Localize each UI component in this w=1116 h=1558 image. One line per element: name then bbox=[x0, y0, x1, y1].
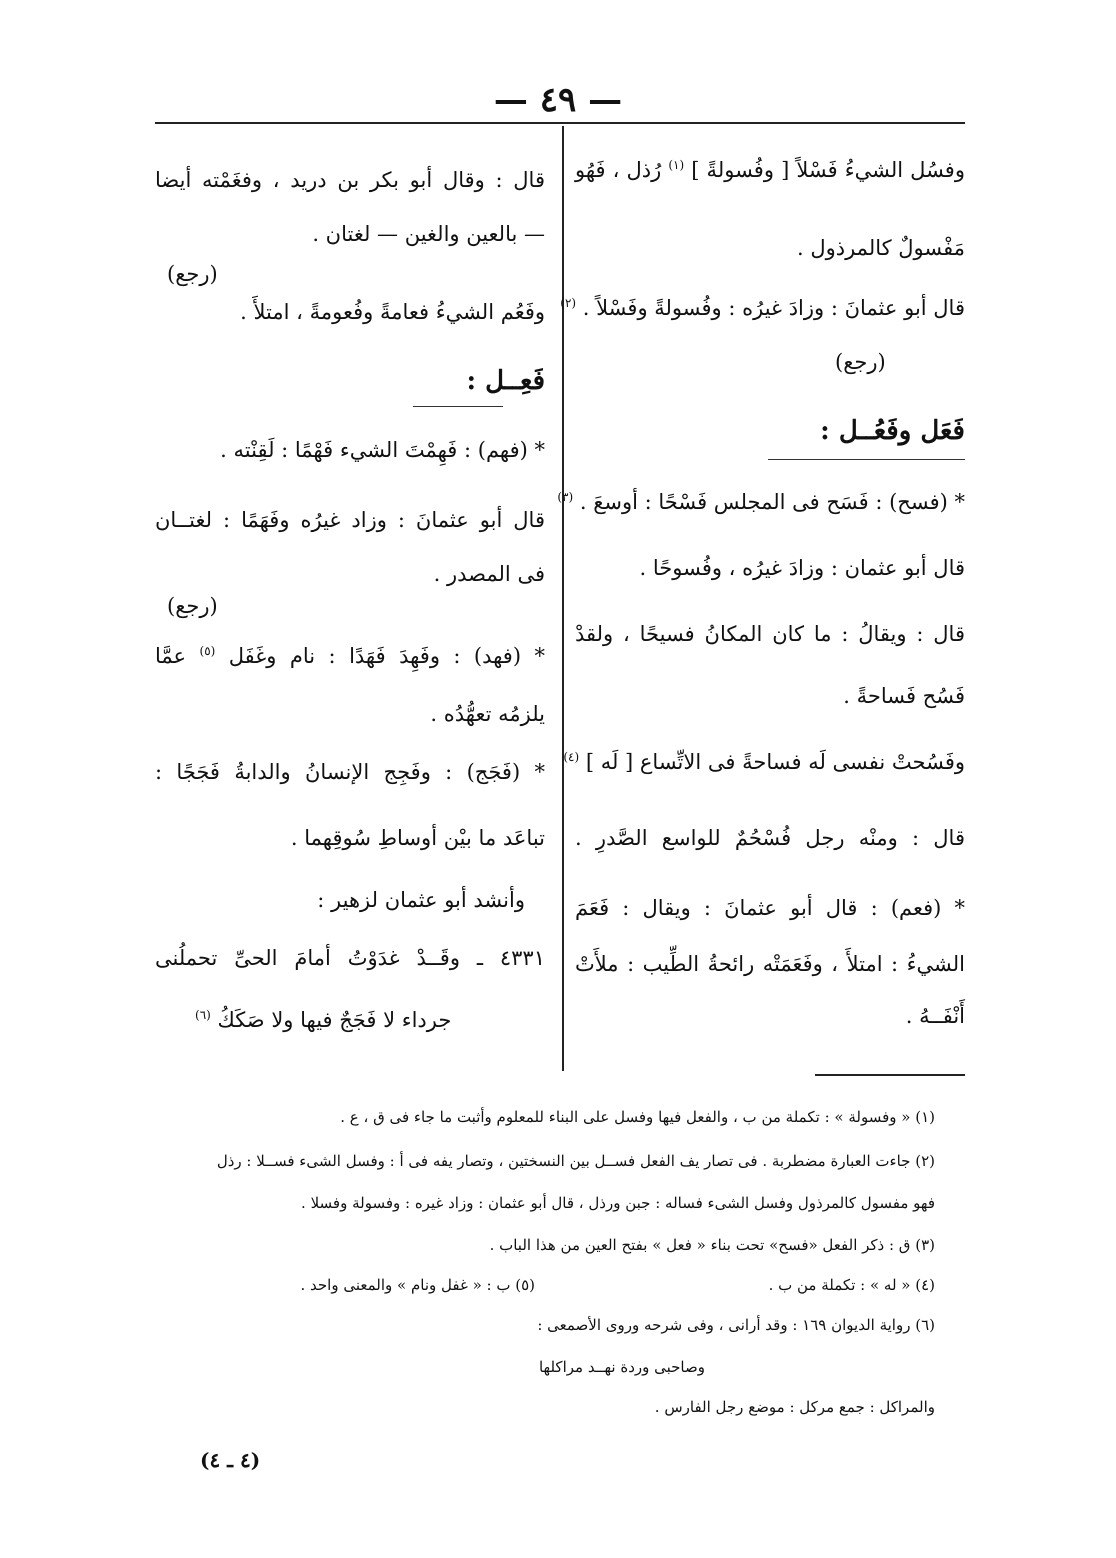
right-heading: فَعَل وفَعُــل : bbox=[820, 416, 965, 446]
footnote-2a: (٢) جاءت العبارة مضطربة . فى تصار يف الفعل فســل بين النسختين ، وتصار يفه فى أ : وفسل الشىء فســلا : رذل bbox=[216, 1152, 935, 1170]
verse-line-2: جرداء لا فَجَجٌ فيها ولا صَكَكُ $^{(٦)}$ bbox=[195, 1008, 452, 1032]
left-line-4: وفَعُم الشيءُ فعامةً وفُعومةً ، امتلأَ . bbox=[240, 300, 545, 324]
page-number: — ٤٩ — bbox=[493, 80, 623, 120]
left-line-10: يلزمُه تعهُّدُه . bbox=[430, 702, 545, 726]
left-line-6: قال أبو عثمانَ : وزاد غيرُه وفَهَمًا : لغتــان bbox=[155, 508, 545, 532]
header-rule bbox=[155, 122, 965, 124]
right-return-marker: (رجع) bbox=[835, 350, 886, 374]
column-divider bbox=[562, 126, 564, 1071]
left-line-11: * (فَجَج) : وفَجِج الإنسانُ والدابةُ فَجَجًا : bbox=[155, 760, 545, 784]
footnote-2b: فهو مفسول كالمرذول وفسل الشىء فساله : جبن ورذل ، قال أبو عثمان : وزاد غيره : وفسولة وفسلا . bbox=[301, 1194, 935, 1212]
left-line-9: * (فهد) : وفَهِدَ فَهَدًا : نام وغَفَل $^{(٥)}$ عمَّا bbox=[155, 644, 545, 668]
footnote-6: (٦) رواية الديوان ١٦٩ : وقد أرانى ، وفى شرحه وروى الأصمعى : bbox=[537, 1316, 935, 1334]
left-return-marker-2: (رجع) bbox=[167, 594, 218, 618]
right-line-7: قال : ويقالُ : ما كان المكانُ فسيحًا ، ولقدْ bbox=[575, 622, 965, 646]
right-line-5: * (فسح) : فَسَح فى المجلس فَسْحًا : أوسعَ . $^{(٣)}$ bbox=[557, 490, 965, 514]
footnote-6-verse: وصاحبى وردة نهــد مراكلها bbox=[538, 1358, 705, 1376]
right-line-6: قال أبو عثمان : وزادَ غيرُه ، وفُسوحًا . bbox=[639, 556, 965, 580]
right-line-8: فَسُح فَساحةً . bbox=[843, 684, 965, 708]
footnote-rule bbox=[815, 1074, 965, 1076]
right-line-9: وفَسُحتْ نفسى لَه فساحةً فى الاتِّساع [ لَه ] $^{(٤)}$ bbox=[563, 750, 965, 774]
footnote-4: (٤) « له » : تكملة من ب . bbox=[768, 1276, 935, 1294]
left-line-7: فى المصدر . bbox=[433, 562, 545, 586]
footnote-5: (٥) ب : « غفل ونام » والمعنى واحد . bbox=[300, 1276, 535, 1294]
right-line-12: الشيءُ : امتلأَ ، وفَعَمَتْه رائحةُ الطِّيب : ملأَتْ bbox=[575, 952, 965, 976]
right-heading-underline bbox=[768, 459, 965, 460]
right-line-13: أَنْفَــهُ . bbox=[905, 1004, 965, 1028]
footnote-ref-4: (٤) bbox=[563, 750, 580, 764]
right-line-2: مَفْسولٌ كالمرذول . bbox=[796, 236, 965, 260]
footnote-6-end: والمراكل : جمع مركل : موضع رجل الفارس . bbox=[654, 1398, 935, 1416]
left-heading-underline bbox=[413, 406, 503, 407]
right-line-1: وفسُل الشيءُ فَسْلاً [ وفُسولةً ] $^{(١)}$ رُذل ، فَهُو bbox=[575, 158, 965, 182]
footnote-ref-3: (٣) bbox=[557, 490, 574, 504]
footnote-ref-6: (٦) bbox=[195, 1008, 211, 1022]
signature-mark: (٤ ـ ٤) bbox=[200, 1448, 261, 1472]
left-line-1: قال : وقال أبو بكر بن دريد ، وفغَمْته أيضا bbox=[155, 168, 545, 192]
left-line-5: * (فهم) : فَهِمْتَ الشيء فَهْمًا : لَقِنْته . bbox=[220, 438, 545, 462]
right-line-3: قال أبو عثمانَ : وزادَ غيرُه : وفُسولةً وفَسْلاً . $^{(٢)}$ bbox=[560, 296, 965, 320]
left-line-12: تباعَد ما بيْن أوساطِ سُوقِهما . bbox=[290, 826, 545, 850]
left-line-13: وأنشد أبو عثمان لزهير : bbox=[317, 888, 525, 912]
right-line-10: قال : ومنْه رجل فُسْحُمٌ للواسع الصَّدرِ . bbox=[575, 826, 965, 850]
footnote-ref-2: (٢) bbox=[560, 296, 577, 310]
footnote-ref-5: (٥) bbox=[199, 644, 216, 658]
left-line-2: — بالعين والغين — لغتان . bbox=[312, 222, 545, 246]
right-line-11: * (فعم) : قال أبو عثمانَ : ويقال : فَعَمَ bbox=[575, 896, 965, 920]
footnote-1: (١) « وفسولة » : تكملة من ب ، والفعل فيها وفسل على البناء للمعلوم وأثبت ما جاء فى ق ، ع . bbox=[340, 1108, 935, 1126]
verse-line-1: ٤٣٣١ ـ وقَــدْ غدَوْتُ أمامَ الحىِّ تحملُنى bbox=[155, 946, 545, 970]
left-heading: فَعِــل : bbox=[466, 366, 545, 396]
left-return-marker-1: (رجع) bbox=[167, 262, 218, 286]
footnote-ref-1: (١) bbox=[668, 158, 685, 172]
footnote-3: (٣) ق : ذكر الفعل «فسح» تحت بناء « فعل » بفتح العين من هذا الباب . bbox=[489, 1236, 935, 1254]
